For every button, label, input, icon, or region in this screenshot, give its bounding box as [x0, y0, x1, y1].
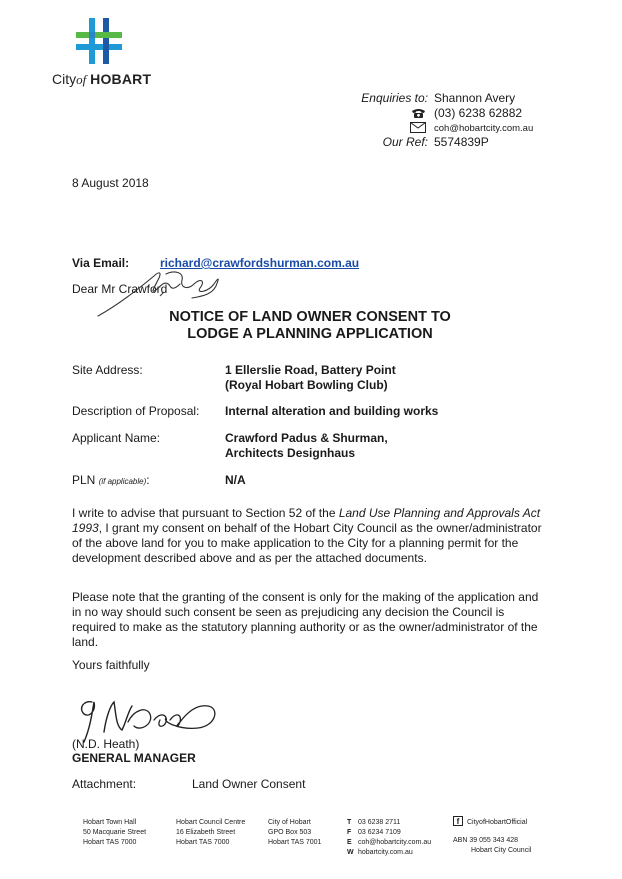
- footer-email[interactable]: coh@hobartcity.com.au: [358, 839, 432, 846]
- pln-note: (if applicable): [98, 477, 147, 486]
- site-address-line-1: 1 Ellerslie Road, Battery Point: [225, 363, 396, 377]
- footer-website[interactable]: hobartcity.com.au: [358, 849, 413, 856]
- act-name: Land Use Planning and Approvals Act 1993: [72, 506, 541, 535]
- footer-fax: 03 6234 7109: [358, 829, 401, 836]
- city-of-hobart-wordmark: [52, 71, 151, 88]
- footer-telephone: 03 6238 2711: [358, 819, 401, 826]
- footer-letter-e: E: [347, 839, 352, 846]
- site-address-label: Site Address:: [72, 363, 143, 377]
- heading-line-2: LODGE A PLANNING APPLICATION: [187, 326, 433, 342]
- our-ref-label: Our Ref:: [382, 135, 428, 149]
- logo-of: of: [76, 72, 87, 87]
- via-email-label: Via Email:: [72, 256, 130, 270]
- footer-letter-t: T: [347, 819, 352, 826]
- consent-paragraph-body: , I grant my consent on behalf of the Hobart City Council as the owner/administrator of the above land for you to make application to the City for a planning permit for the development described above and as per the attached documents.: [72, 521, 542, 565]
- applicant-line-1: Crawford Padus & Shurman,: [225, 431, 388, 445]
- footer-council-centre: [176, 818, 245, 848]
- our-ref-value: 5574839P: [434, 135, 489, 149]
- footer-town-hall: [83, 818, 146, 848]
- footer-postal-line-2: GPO Box 503: [268, 829, 312, 836]
- closing: Yours faithfully: [72, 658, 150, 672]
- signatory-title: GENERAL MANAGER: [72, 751, 196, 765]
- logo-city: City: [52, 71, 77, 87]
- footer-letter-f: F: [347, 829, 352, 836]
- pln-label-row: [72, 473, 150, 489]
- consent-paragraph-intro: I write to advise that pursuant to Section 52 of the: [72, 506, 339, 520]
- footer-contact-values: [358, 818, 431, 858]
- footer-letter-w: W: [347, 849, 354, 856]
- consent-paragraph: [72, 506, 550, 566]
- envelope-icon: [410, 122, 426, 133]
- salutation: Dear Mr Crawford: [72, 282, 168, 296]
- enquiries-phone: (03) 6238 62882: [434, 106, 523, 120]
- attachment-value: Land Owner Consent: [192, 777, 306, 791]
- pln-value: N/A: [225, 473, 246, 487]
- pln-colon: :: [146, 473, 150, 487]
- pln-label: PLN: [72, 473, 96, 487]
- footer-town-hall-line-1: Hobart Town Hall: [83, 819, 137, 826]
- footer-abn: ABN 39 055 343 428: [453, 837, 518, 844]
- proposal-value: Internal alteration and building works: [225, 404, 439, 418]
- footer-town-hall-line-2: 50 Macquarie Street: [83, 829, 147, 836]
- footer-postal-line-1: City of Hobart: [268, 819, 311, 826]
- enquiries-label: Enquiries to:: [361, 91, 428, 105]
- attachment-label: Attachment:: [72, 777, 137, 791]
- proposal-label: Description of Proposal:: [72, 404, 200, 418]
- footer-facebook[interactable]: CityofHobartOfficial: [467, 819, 528, 826]
- footer-postal: [268, 818, 321, 848]
- notice-paragraph: Please note that the granting of the consent is only for the making of the application and in no way should such consent be seen as prejudicing any decision the Council is required to make as the statutory planning authority or as the owner/administrator of the land.: [72, 590, 539, 649]
- recipient-email-link[interactable]: richard@crawfordshurman.com.au: [160, 256, 360, 270]
- footer-council-centre-line-2: 16 Elizabeth Street: [176, 829, 236, 836]
- footer-town-hall-line-3: Hobart TAS 7000: [83, 839, 137, 846]
- logo-hobart: HOBART: [90, 71, 152, 87]
- footer-contact-letters: [347, 818, 354, 858]
- signatory-name: (N.D. Heath): [72, 737, 140, 751]
- site-address-line-2: (Royal Hobart Bowling Club): [225, 378, 388, 392]
- footer-postal-line-3: Hobart TAS 7001: [268, 839, 322, 846]
- heading-line-1: NOTICE OF LAND OWNER CONSENT TO: [169, 309, 451, 325]
- applicant-line-2: Architects Designhaus: [225, 446, 356, 460]
- letter-date: 8 August 2018: [72, 176, 149, 190]
- enquiries-name: Shannon Avery: [434, 91, 516, 105]
- city-of-hobart-logo-icon: [76, 18, 122, 64]
- footer-council-name: Hobart City Council: [471, 847, 532, 854]
- facebook-icon: f: [453, 816, 463, 826]
- footer-council-centre-line-3: Hobart TAS 7000: [176, 839, 230, 846]
- enquiries-email: coh@hobartcity.com.au: [434, 123, 534, 134]
- footer-council-centre-line-1: Hobart Council Centre: [176, 819, 246, 826]
- letter-heading: [150, 309, 470, 343]
- phone-icon: [411, 108, 426, 119]
- applicant-label: Applicant Name:: [72, 431, 161, 445]
